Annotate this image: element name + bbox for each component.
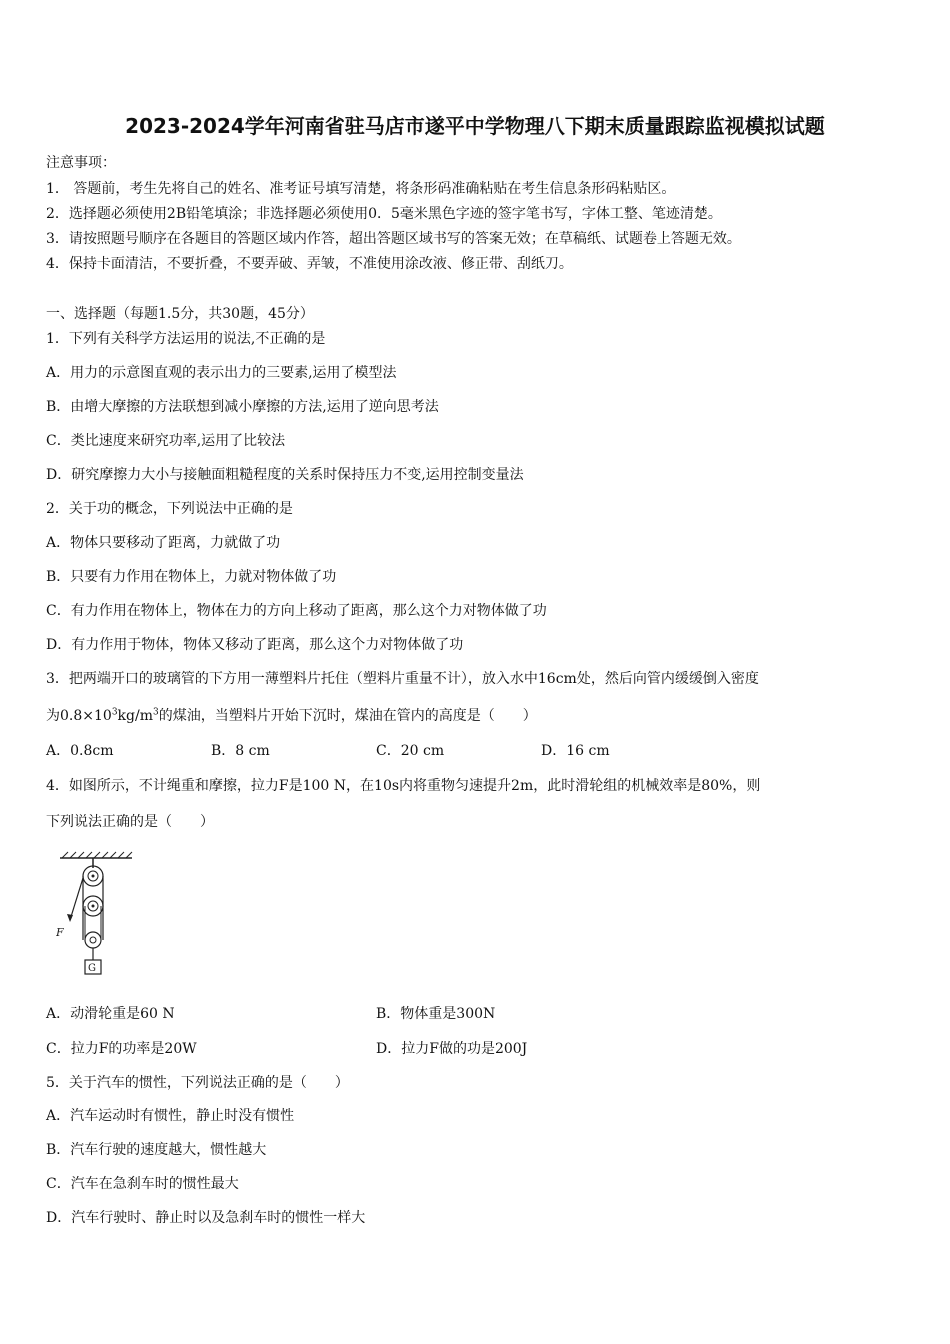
- q1-option-d: D．研究摩擦力大小与接触面粗糙程度的关系时保持压力不变,运用控制变量法: [46, 467, 524, 483]
- q5-option-c: C．汽车在急刹车时的惯性最大: [46, 1176, 239, 1192]
- q5-option-a: A．汽车运动时有惯性，静止时没有惯性: [46, 1108, 295, 1124]
- movable-pulley: [85, 932, 101, 948]
- weight-label: G: [88, 963, 96, 974]
- q5-option-b: B．汽车行驶的速度越大，惯性越大: [46, 1142, 267, 1158]
- q1-option-a: A．用力的示意图直观的表示出力的三要素,运用了模型法: [46, 365, 397, 381]
- notice-item-3: 3．请按照题号顺序在各题目的答题区域内作答，超出答题区域书写的答案无效；在草稿纸、试题卷上答题无效。: [46, 231, 741, 247]
- q3-stem-unit: kg/m: [117, 708, 153, 724]
- q4-options-row2: [46, 1038, 906, 1058]
- q1-option-b: B．由增大摩擦的方法联想到减小摩擦的方法,运用了逆向思考法: [46, 399, 439, 415]
- q4-option-a: A．动滑轮重是60 N: [46, 1006, 175, 1022]
- notice-heading: 注意事项：: [46, 155, 116, 171]
- q4-option-b: B．物体重是300N: [376, 1006, 496, 1022]
- notice-item-4: 4．保持卡面清洁，不要折叠，不要弄破、弄皱，不准使用涂改液、修正带、刮纸刀。: [46, 256, 573, 272]
- q3-stem-post: 的煤油，当塑料片开始下沉时，煤油在管内的高度是（ ）: [158, 708, 537, 724]
- q3-option-c: C．20 cm: [376, 743, 445, 759]
- force-arrow: [67, 914, 73, 922]
- page-title: 2023-2024学年河南省驻马店市遂平中学物理八下期末质量跟踪监视模拟试题: [125, 114, 825, 138]
- q3-stem-sup2: 3: [152, 707, 159, 718]
- q2-option-b: B．只要有力作用在物体上，力就对物体做了功: [46, 569, 337, 585]
- q5-stem: 5．关于汽车的惯性，下列说法正确的是（ ）: [46, 1075, 349, 1091]
- q3-option-b: B．8 cm: [211, 743, 270, 759]
- q2-option-d: D．有力作用于物体，物体又移动了距离，那么这个力对物体做了功: [46, 637, 464, 653]
- q3-option-d: D．16 cm: [541, 743, 610, 759]
- pull-rope: [70, 878, 83, 920]
- q2-option-a: A．物体只要移动了距离，力就做了功: [46, 535, 281, 551]
- section-heading: 一、选择题（每题1.5分，共30题，45分）: [46, 306, 314, 322]
- q3-stem-sup: 3: [111, 707, 118, 718]
- q1-stem: 1．下列有关科学方法运用的说法,不正确的是: [46, 331, 326, 347]
- q4-option-d: D．拉力F做的功是200J: [376, 1041, 528, 1057]
- pulley-figure: [56, 848, 136, 980]
- q1-option-c: C．类比速度来研究功率,运用了比较法: [46, 433, 286, 449]
- q5-option-d: D．汽车行驶时、静止时以及急刹车时的惯性一样大: [46, 1210, 366, 1226]
- q3-stem-pre: 为0.8×10: [46, 708, 112, 724]
- q2-stem: 2．关于功的概念，下列说法中正确的是: [46, 501, 293, 517]
- q4-stem-line2: 下列说法正确的是（ ）: [46, 814, 214, 830]
- q4-option-c: C．拉力F的功率是20W: [46, 1041, 197, 1057]
- force-label: F: [56, 926, 64, 939]
- notice-item-2: 2．选择题必须使用2B铅笔填涂；非选择题必须使用0．5毫米黑色字迹的签字笔书写，字体工整、笔迹清楚。: [46, 206, 722, 222]
- q2-option-c: C．有力作用在物体上，物体在力的方向上移动了距离，那么这个力对物体做了功: [46, 603, 547, 619]
- ceiling-hatch: [62, 852, 132, 858]
- q3-stem-line2: [46, 705, 537, 725]
- q3-option-a: A．0.8cm: [46, 743, 114, 759]
- q4-stem-line1: 4．如图所示，不计绳重和摩擦，拉力F是100 N，在10s内将重物匀速提升2m，此时滑轮组的机械效率是80%，则: [46, 778, 761, 794]
- q3-options: [46, 740, 906, 760]
- notice-item-1: 1． 答题前，考生先将自己的姓名、准考证号填写清楚，将条形码准确粘贴在考生信息条形码粘贴区。: [46, 181, 676, 197]
- q4-options-row1: [46, 1003, 906, 1023]
- q3-stem-line1: 3．把两端开口的玻璃管的下方用一薄塑料片托住（塑料片重量不计），放入水中16cm处，然后向管内缓缓倒入密度: [46, 671, 759, 687]
